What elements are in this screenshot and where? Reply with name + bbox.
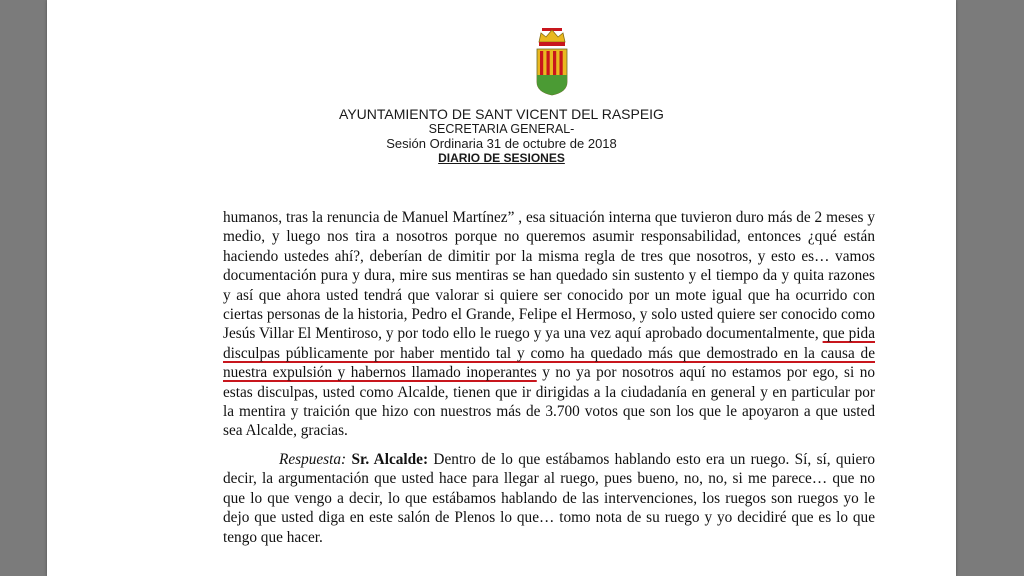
header-title: DIARIO DE SESIONES	[438, 151, 565, 165]
paragraph-text: y no ya por nosotros aquí no estamos por ego, si no estas disculpas, usted como Alcalde, tienen que ir dirigidas a la ciudadanía en general y en particular por la mentira y traición que hizo con nuestros más de 3.700 votos que son los que le apoyaron a que usted sea Alcalde, gracias.	[223, 364, 875, 440]
paragraph-text: humanos, tras la renuncia de Manuel Martínez” , esa situación interna que tuvieron duro más de 2 meses y medio, y luego nos tira a nosotros porque no queremos asumir responsabilidad, entonces ¿qué están haciendo ustedes ahí?, deberían de dimitir por la misma regla de tres que nosotros, y esto es… vamos documentación pura y dura, mire sus mentiras se han quedado sin sustento y el tiempo da y quita razones y así que ahora usted tendrá que valorar si quiere ser conocido por un mote igual que ha ocurrido con ciertas personas de la historia, Pedro el Grande, Felipe el Hermoso, y solo usted quiere ser conocido como Jesús Villar El Mentiroso, y por todo ello le ruego y ya una vez aquí aprobado documentalmente,	[223, 209, 875, 343]
highlighted-text: que pida disculpas públicamente por haber mentido tal y como ha quedado más que demostrado en la causa de nuestra expulsión y habernos llamado inoperantes	[223, 325, 875, 382]
document-header	[47, 106, 956, 165]
paragraph-text: Dentro de lo que estábamos hablando esto era un ruego. Sí, sí, quiero decir, la argumentación que usted hace para llegar al ruego, pues bueno, no, no, si me parece… que no que lo que vengo a decir, lo que estábamos hablando de las intervenciones, los ruegos son ruegos yo le dejo que usted diga en este salón de Plenos lo que… tomo nota de su ruego y yo decidiré que es lo que tengo que hacer.	[223, 450, 876, 546]
paragraph-intervention	[223, 208, 875, 441]
header-department: SECRETARIA GENERAL-	[428, 122, 575, 136]
header-organization: AYUNTAMIENTO DE SANT VICENT DEL RASPEIG	[339, 106, 664, 122]
header-session: Sesión Ordinaria 31 de octubre de 2018	[386, 136, 617, 151]
document-page	[47, 0, 956, 576]
document-body	[223, 208, 875, 547]
paragraph-response	[223, 450, 875, 547]
response-label: Respuesta:	[279, 450, 347, 468]
speaker-name: Sr. Alcalde:	[351, 450, 429, 468]
coat-of-arms-icon	[531, 24, 573, 96]
